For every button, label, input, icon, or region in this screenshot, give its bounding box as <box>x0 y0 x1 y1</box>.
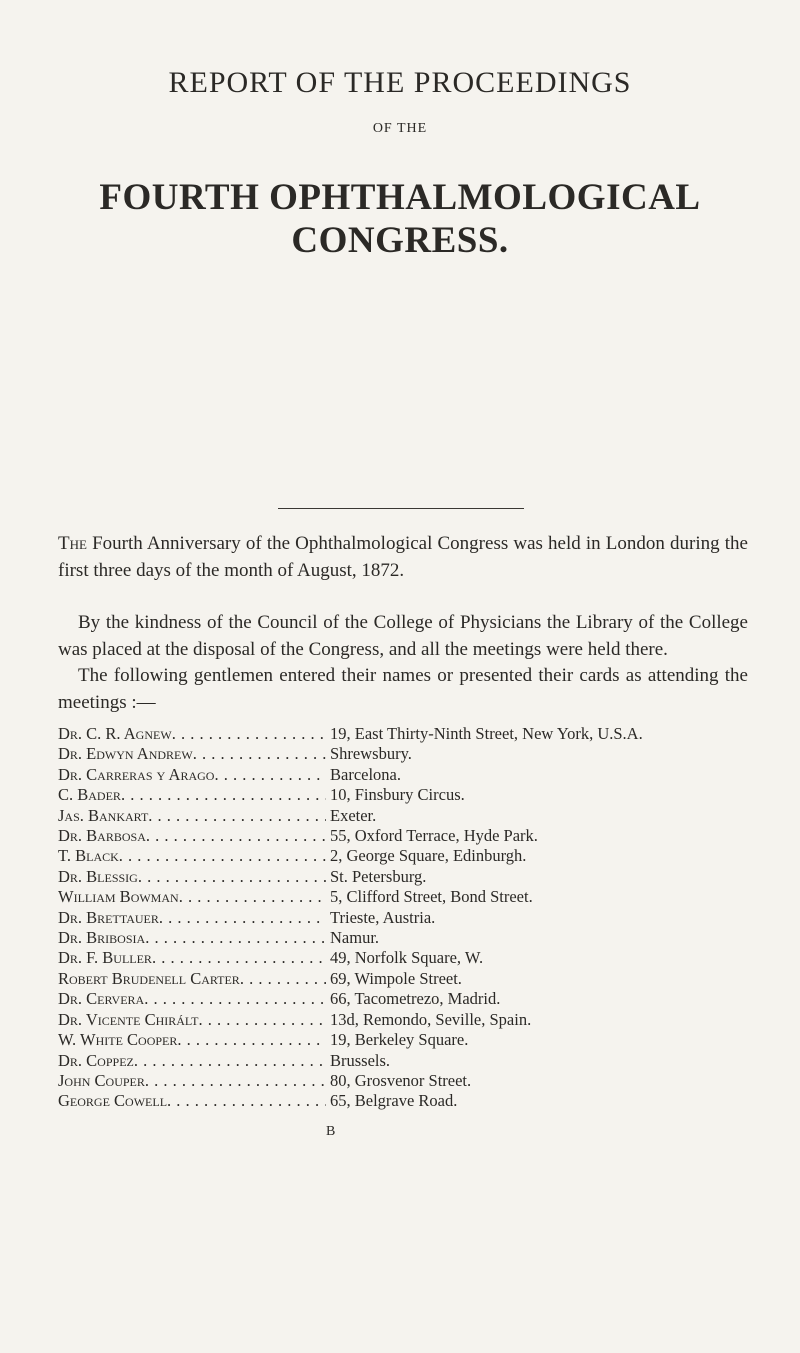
attendee-name: Robert Brudenell Carter <box>58 968 240 988</box>
attendee-name-cell <box>58 948 326 968</box>
dot-leaders <box>121 785 326 805</box>
attendee-name-cell <box>58 785 326 805</box>
dot-leaders <box>119 846 326 866</box>
attendee-row <box>58 1091 758 1111</box>
dot-leaders <box>167 1091 326 1111</box>
attendee-address: 80, Grosvenor Street. <box>330 1070 472 1090</box>
attendee-address: 69, Wimpole Street. <box>330 968 462 988</box>
dot-leaders <box>177 1030 326 1050</box>
attendee-address: 10, Finsbury Circus. <box>330 785 465 805</box>
attendee-name-cell <box>58 908 326 928</box>
dot-leaders <box>159 908 326 928</box>
intro-paragraph-3: The following gentlemen entered their names or presented their cards as attending the meetings :— <box>58 665 748 713</box>
attendee-name: John Couper <box>58 1070 145 1090</box>
dot-leaders <box>144 989 326 1009</box>
attendee-name-cell <box>58 1051 326 1071</box>
attendee-name-cell <box>58 867 326 887</box>
attendee-address: 55, Oxford Terrace, Hyde Park. <box>330 826 538 846</box>
attendee-name: Dr. C. R. Agnew <box>58 724 172 743</box>
attendee-address: Barcelona. <box>330 764 402 784</box>
attendee-name: Dr. Bribosia <box>58 928 146 948</box>
attendee-name: C. Bader <box>58 785 121 805</box>
attendee-row <box>58 928 758 948</box>
attendee-address: Trieste, Austria. <box>330 907 436 927</box>
attendee-name-cell <box>58 846 326 866</box>
attendee-row <box>58 1071 758 1091</box>
attendee-name: Jas. Bankart <box>58 805 149 825</box>
signature-mark: B <box>326 1124 336 1139</box>
attendee-name-cell <box>58 765 326 785</box>
attendee-list <box>58 724 758 1112</box>
attendee-name-cell <box>58 744 326 764</box>
attendee-name-cell <box>58 806 326 826</box>
attendee-name: T. Black <box>58 846 119 866</box>
attendee-row <box>58 744 758 764</box>
intro-paragraph-1 <box>58 531 748 584</box>
dot-leaders <box>179 887 326 907</box>
attendee-address: Exeter. <box>330 805 377 825</box>
attendee-name: Dr. Cervera <box>58 989 145 1009</box>
dot-leaders <box>145 1071 326 1091</box>
dot-leaders <box>193 744 326 764</box>
attendee-name-cell <box>58 887 326 907</box>
attendee-address: 5, Clifford Street, Bond Street. <box>330 887 533 907</box>
attendee-row <box>58 969 758 989</box>
dot-leaders <box>172 724 326 744</box>
subtitle-of-the: OF THE <box>372 121 428 136</box>
attendee-address: 66, Tacometrezo, Madrid. <box>330 989 501 1009</box>
attendee-row <box>58 765 758 785</box>
attendee-name-cell <box>58 826 326 846</box>
attendee-row <box>58 826 758 846</box>
attendee-name-cell <box>58 1030 326 1050</box>
congress-title: FOURTH OPHTHALMOLOGICAL CONGRESS. <box>99 177 701 261</box>
attendee-name: Dr. Carreras y Arago <box>58 764 215 784</box>
attendee-name: William Bowman <box>58 887 179 907</box>
attendee-row <box>58 908 758 928</box>
attendee-row <box>58 806 758 826</box>
attendee-address: St. Petersburg. <box>330 866 427 886</box>
attendee-row <box>58 1051 758 1071</box>
attendee-name-cell <box>58 928 326 948</box>
attendee-row <box>58 724 758 744</box>
attendee-name-cell <box>58 1091 326 1111</box>
attendee-row <box>58 846 758 866</box>
attendee-address: 13d, Remondo, Seville, Spain. <box>330 1009 532 1029</box>
attendee-row <box>58 948 758 968</box>
attendee-name: Dr. F. Buller <box>58 948 152 968</box>
attendee-name: W. White Cooper <box>58 1030 178 1050</box>
attendee-row <box>58 989 758 1009</box>
attendee-name: Dr. Brettauer <box>58 907 159 927</box>
attendee-address: 2, George Square, Edinburgh. <box>330 846 527 866</box>
dot-leaders <box>145 928 326 948</box>
dot-leaders <box>198 1010 326 1030</box>
intro-paragraph-2: By the kindness of the Council of the College of Physicians the Library of the College was placed at the disposal of the Congress, and all the meetings were held there. <box>58 612 748 660</box>
intro-paragraph-1-text: Fourth Anniversary of the Ophthalmological Congress was held in London during the first three days of the month of August, 1872. <box>58 533 748 581</box>
attendee-row <box>58 1010 758 1030</box>
attendee-name: Dr. Coppez <box>58 1050 134 1070</box>
attendee-name-cell <box>58 989 326 1009</box>
dot-leaders <box>138 867 326 887</box>
attendee-address: Shrewsbury. <box>330 744 412 764</box>
attendee-row <box>58 887 758 907</box>
dot-leaders <box>152 948 326 968</box>
dot-leaders <box>134 1051 326 1071</box>
attendee-address: 65, Belgrave Road. <box>330 1091 458 1111</box>
attendee-name: Dr. Blessig <box>58 866 138 886</box>
attendee-address: 19, East Thirty-Ninth Street, New York, U.S.A. <box>330 724 643 743</box>
dot-leaders <box>214 765 326 785</box>
divider-rule <box>278 508 524 509</box>
attendee-row <box>58 867 758 887</box>
attendee-name: George Cowell <box>58 1091 168 1111</box>
attendee-name-cell <box>58 724 326 744</box>
attendee-name-cell <box>58 1071 326 1091</box>
attendee-row <box>58 1030 758 1050</box>
dot-leaders <box>146 826 326 846</box>
attendee-address: 49, Norfolk Square, W. <box>330 948 484 968</box>
attendee-name: Dr. Barbosa <box>58 826 146 846</box>
attendee-address: Namur. <box>330 928 380 948</box>
attendee-address: Brussels. <box>330 1050 391 1070</box>
attendee-name-cell <box>58 1010 326 1030</box>
dot-leaders <box>148 806 326 826</box>
attendee-row <box>58 785 758 805</box>
attendee-address: 19, Berkeley Square. <box>330 1030 469 1050</box>
attendee-name-cell <box>58 969 326 989</box>
intro-lead-word: The <box>58 533 87 554</box>
report-title: REPORT OF THE PROCEEDINGS <box>168 66 632 99</box>
attendee-name: Dr. Vicente Chirált <box>58 1009 199 1029</box>
attendee-name: Dr. Edwyn Andrew <box>58 744 193 764</box>
dot-leaders <box>240 969 326 989</box>
